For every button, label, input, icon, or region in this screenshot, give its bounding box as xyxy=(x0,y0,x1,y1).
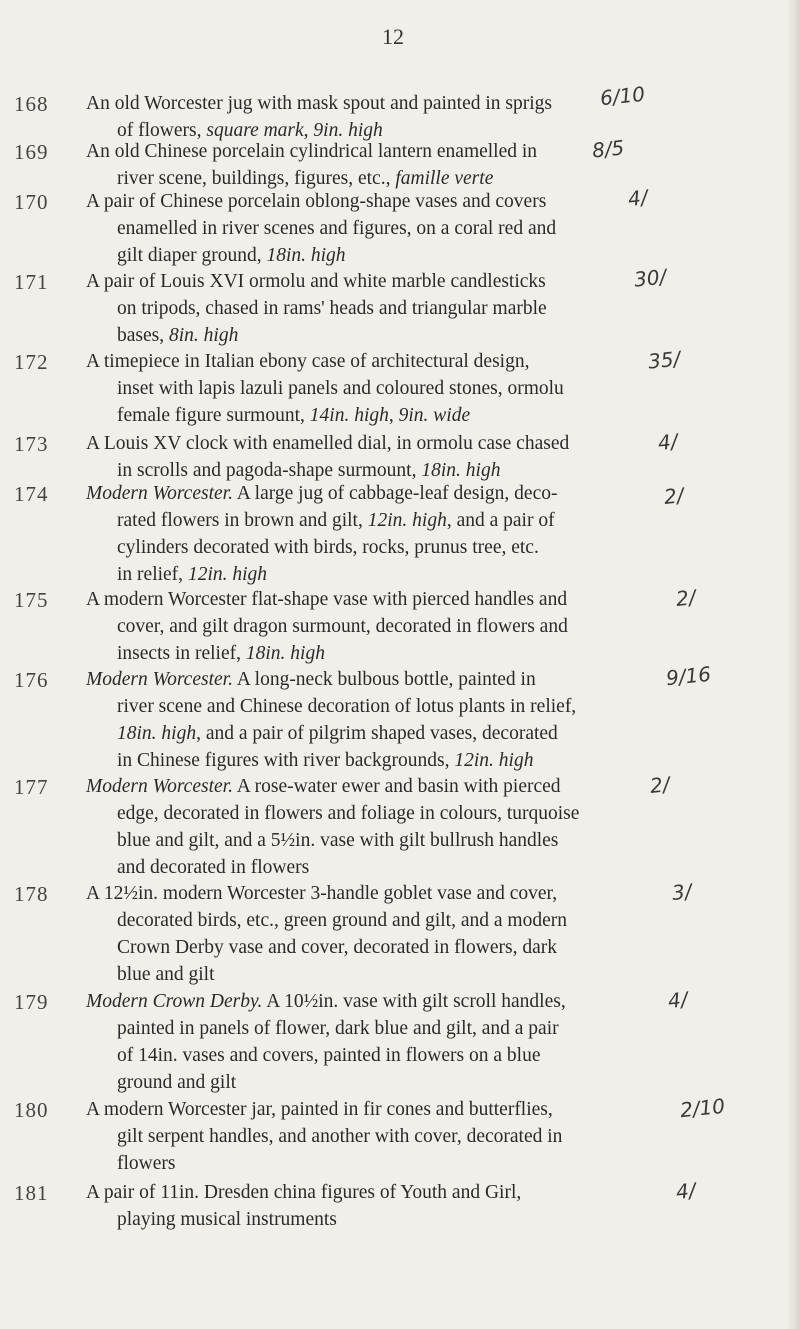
handwritten-price-annotation: 30/ xyxy=(632,264,668,292)
handwritten-price-annotation: 4/ xyxy=(674,1178,697,1204)
lot-number: 181 xyxy=(14,1181,49,1205)
lot-description-line: cover, and gilt dragon surmount, decorated in flowers and xyxy=(117,616,568,637)
lot-description-line: decorated birds, etc., green ground and gilt, and a modern xyxy=(117,910,567,931)
lot-description-line: in relief, 12in. high xyxy=(117,564,268,585)
lot-number: 168 xyxy=(14,92,49,116)
lot-number: 176 xyxy=(14,668,49,692)
lot-description-line: An old Worcester jug with mask spout and painted in sprigs xyxy=(86,93,553,114)
lot-description-line: A pair of Chinese porcelain oblong-shape vases and covers xyxy=(86,191,547,212)
lot-description-line: of 14in. vases and covers, painted in flowers on a blue xyxy=(117,1045,541,1066)
lot-description-line: river scene and Chinese decoration of lotus plants in relief, xyxy=(117,696,577,717)
lot-description-line: in Chinese figures with river backgrounds, 12in. high xyxy=(117,750,534,771)
lot-number: 173 xyxy=(14,432,49,456)
lot-description-line: female figure surmount, 14in. high, 9in. wide xyxy=(117,405,471,426)
lot-description-line: in scrolls and pagoda-shape surmount, 18in. high xyxy=(117,460,501,481)
lot-description-line: gilt serpent handles, and another with cover, decorated in xyxy=(117,1126,563,1147)
lot-number: 179 xyxy=(14,990,49,1014)
handwritten-price-annotation: 4/ xyxy=(666,987,689,1013)
handwritten-price-annotation: 4/ xyxy=(626,185,649,211)
page-number: 12 xyxy=(382,24,404,49)
lot-description-line: blue and gilt, and a 5½in. vase with gilt bullrush handles xyxy=(117,830,559,851)
lot-description-line: 18in. high, and a pair of pilgrim shaped vases, decorated xyxy=(117,723,558,744)
lot-description xyxy=(86,988,686,1096)
lot-number: 178 xyxy=(14,882,49,906)
lot-description-line: A pair of 11in. Dresden china figures of Youth and Girl, xyxy=(86,1182,522,1203)
lot-description-line: Modern Worcester. A long-neck bulbous bottle, painted in xyxy=(86,669,536,690)
lot-number: 171 xyxy=(14,270,49,294)
lot-description xyxy=(86,586,686,667)
lot-description-line: Modern Worcester. A rose-water ewer and basin with pierced xyxy=(86,776,561,797)
lot-description-line: playing musical instruments xyxy=(117,1209,337,1230)
lot-description-line: of flowers, square mark, 9in. high xyxy=(117,120,383,141)
lot-number: 172 xyxy=(14,350,49,374)
lot-description xyxy=(86,1096,686,1177)
lot-number: 170 xyxy=(14,190,49,214)
handwritten-price-annotation: 2/ xyxy=(662,483,685,509)
lot-description-line: Crown Derby vase and cover, decorated in flowers, dark xyxy=(117,937,557,958)
lot-description-line: rated flowers in brown and gilt, 12in. high, and a pair of xyxy=(117,510,555,531)
lot-description-line: insects in relief, 18in. high xyxy=(117,643,325,664)
handwritten-price-annotation: 2/ xyxy=(674,585,697,611)
lot-description xyxy=(86,666,686,774)
lot-description-line: enamelled in river scenes and figures, on a coral red and xyxy=(117,218,557,239)
lot-description-line: cylinders decorated with birds, rocks, prunus tree, etc. xyxy=(117,537,539,558)
lot-number: 169 xyxy=(14,140,49,164)
lot-description-line: flowers xyxy=(117,1153,176,1174)
lot-description xyxy=(86,1179,686,1233)
handwritten-price-annotation: 8/5 xyxy=(590,135,626,163)
lot-description-line: gilt diaper ground, 18in. high xyxy=(117,245,346,266)
lot-description-line: ground and gilt xyxy=(117,1072,237,1093)
handwritten-price-annotation: 6/10 xyxy=(598,81,647,111)
handwritten-price-annotation: 3/ xyxy=(670,879,693,905)
lot-description xyxy=(86,268,686,349)
handwritten-price-annotation: 2/10 xyxy=(678,1093,727,1123)
lot-description-line: A 12½in. modern Worcester 3-handle goblet vase and cover, xyxy=(86,883,558,904)
lot-number: 180 xyxy=(14,1098,49,1122)
lot-number: 174 xyxy=(14,482,49,506)
lot-description-line: painted in panels of flower, dark blue and gilt, and a pair xyxy=(117,1018,559,1039)
lot-description-line: A timepiece in Italian ebony case of architectural design, xyxy=(86,351,530,372)
lot-description-line: A Louis XV clock with enamelled dial, in ormolu case chased xyxy=(86,433,570,454)
lot-description-line: river scene, buildings, figures, etc., famille verte xyxy=(117,168,494,189)
lot-description xyxy=(86,188,686,269)
handwritten-price-annotation: 4/ xyxy=(656,429,679,455)
handwritten-price-annotation: 35/ xyxy=(646,346,682,374)
lot-number: 175 xyxy=(14,588,49,612)
lot-description-line: bases, 8in. high xyxy=(117,325,239,346)
handwritten-price-annotation: 2/ xyxy=(648,772,671,798)
lot-description xyxy=(86,480,686,588)
lot-description xyxy=(86,880,686,988)
lot-description xyxy=(86,430,686,484)
lot-description-line: A pair of Louis XVI ormolu and white marble candlesticks xyxy=(86,271,546,292)
lot-description-line: inset with lapis lazuli panels and coloured stones, ormolu xyxy=(117,378,564,399)
lot-number: 177 xyxy=(14,775,49,799)
lot-description-line: Modern Crown Derby. A 10½in. vase with gilt scroll handles, xyxy=(86,991,566,1012)
lot-description-line: An old Chinese porcelain cylindrical lantern enamelled in xyxy=(86,141,538,162)
lot-description-line: blue and gilt xyxy=(117,964,215,985)
lot-description-line: A modern Worcester flat-shape vase with pierced handles and xyxy=(86,589,568,610)
lot-description-line: edge, decorated in flowers and foliage in colours, turquoise xyxy=(117,803,580,824)
handwritten-price-annotation: 9/16 xyxy=(664,661,713,691)
lot-description-line: and decorated in flowers xyxy=(117,857,310,878)
lot-description-line: Modern Worcester. A large jug of cabbage-leaf design, deco- xyxy=(86,483,558,504)
lot-description xyxy=(86,90,686,144)
page-edge-shadow xyxy=(786,0,800,1329)
lot-description-line: on tripods, chased in rams' heads and triangular marble xyxy=(117,298,547,319)
lot-description-line: A modern Worcester jar, painted in fir cones and butterflies, xyxy=(86,1099,553,1120)
lot-description xyxy=(86,773,686,881)
lot-description xyxy=(86,348,686,429)
